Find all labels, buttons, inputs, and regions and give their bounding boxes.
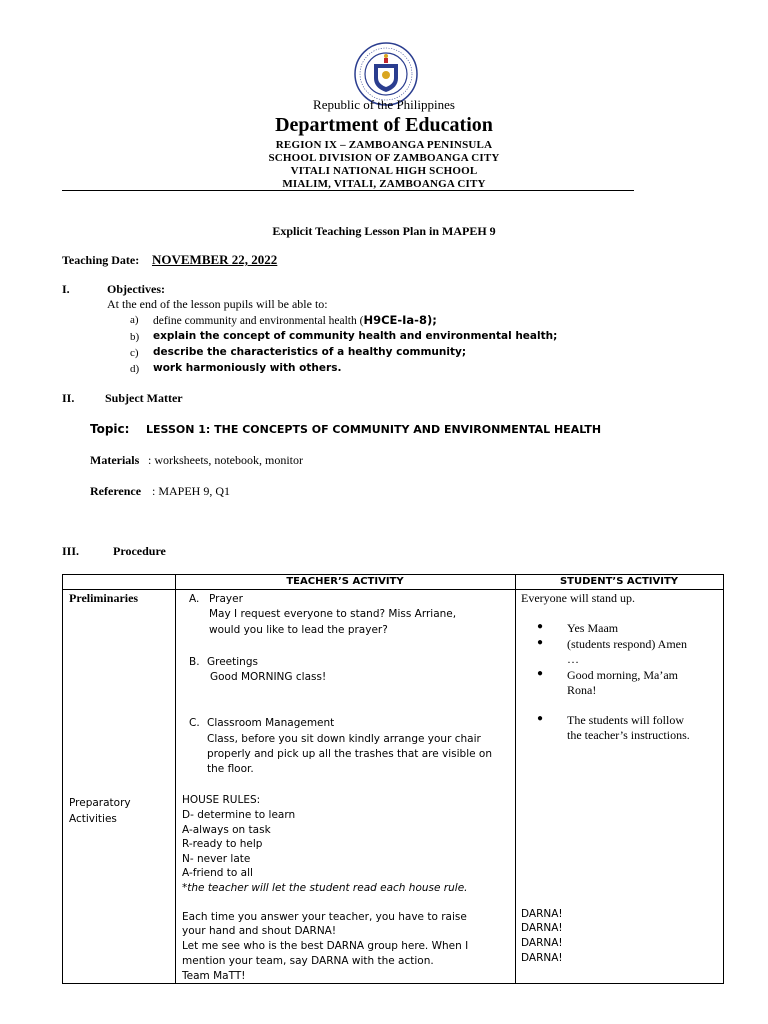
classroom-management-line-3: the floor. xyxy=(207,763,254,775)
topic-label: Topic: xyxy=(90,422,130,436)
header-divider xyxy=(62,190,634,191)
student-response-3-line-1: Good morning, Ma’am xyxy=(567,668,678,682)
classroom-management-title: Classroom Management xyxy=(207,717,335,729)
school-line: VITALI NATIONAL HIGH SCHOOL xyxy=(290,165,478,177)
darna-line-1: Each time you answer your teacher, you have to raise xyxy=(182,911,467,923)
procedure-table xyxy=(62,574,724,984)
house-rules-title: HOUSE RULES: xyxy=(182,794,261,806)
bullet-icon: ● xyxy=(537,621,544,632)
address-line: MIALIM, VITALI, ZAMBOANGA CITY xyxy=(282,178,486,190)
darna-response-1: DARNA! xyxy=(521,908,563,920)
column-divider xyxy=(515,575,516,983)
materials-value: : worksheets, notebook, monitor xyxy=(148,453,303,467)
lesson-plan-title: Explicit Teaching Lesson Plan in MAPEH 9 xyxy=(272,224,496,238)
prayer-line-1: May I request everyone to stand? Miss Arriane, xyxy=(209,608,457,620)
student-response-3-line-2: Rona! xyxy=(567,683,597,697)
bullet-icon: ● xyxy=(537,637,544,648)
prayer-title: Prayer xyxy=(209,593,243,605)
prayer-letter: A. xyxy=(189,593,200,605)
darna-response-4: DARNA! xyxy=(521,952,563,964)
column-divider xyxy=(175,575,176,983)
greetings-line: Good MORNING class! xyxy=(210,671,327,683)
objective-c-text: describe the characteristics of a healthy community; xyxy=(153,346,467,358)
prayer-line-2: would you like to lead the prayer? xyxy=(209,624,388,636)
student-activity-header: STUDENT’S ACTIVITY xyxy=(559,576,679,587)
classroom-management-line-2: properly and pick up all the trashes that are visible on xyxy=(207,748,493,760)
teaching-date-value: NOVEMBER 22, 2022 xyxy=(152,252,278,267)
house-rule-r: R-ready to help xyxy=(182,838,263,850)
student-stand-text: Everyone will stand up. xyxy=(521,591,635,605)
house-rule-n: N- never late xyxy=(182,853,251,865)
subject-matter-number: II. xyxy=(62,391,75,405)
greetings-title: Greetings xyxy=(207,656,258,668)
classroom-management-line-1: Class, before you sit down kindly arrange your chair xyxy=(207,733,481,745)
activities-label: Activities xyxy=(69,813,117,825)
student-response-4-line-2: the teacher’s instructions. xyxy=(567,728,690,742)
student-response-1: Yes Maam xyxy=(567,621,619,635)
student-response-4-line-1: The students will follow xyxy=(567,713,684,727)
republic-heading: Republic of the Philippines xyxy=(313,97,455,112)
header-row-divider xyxy=(63,589,723,590)
greetings-letter: B. xyxy=(189,656,200,668)
house-rule-a2: A-friend to all xyxy=(182,867,253,879)
bullet-icon: ● xyxy=(537,668,544,679)
objective-d-text: work harmoniously with others. xyxy=(153,362,342,374)
objective-b-text: explain the concept of community health and environmental health; xyxy=(153,330,558,342)
teacher-activity-header: TEACHER’S ACTIVITY xyxy=(286,576,404,587)
darna-line-3: Let me see who is the best DARNA group here. When I xyxy=(182,940,469,952)
house-rule-a: A-always on task xyxy=(182,824,271,836)
topic-value: LESSON 1: THE CONCEPTS OF COMMUNITY AND ENVIRONMENTAL HEALTH xyxy=(146,423,602,436)
objective-b-letter: b) xyxy=(130,331,140,343)
procedure-number: III. xyxy=(62,544,80,558)
subject-matter-title: Subject Matter xyxy=(105,391,183,405)
student-response-2: (students respond) Amen xyxy=(567,637,687,651)
darna-response-2: DARNA! xyxy=(521,922,563,934)
objective-a-letter: a) xyxy=(130,314,139,326)
region-line: REGION IX – ZAMBOANGA PENINSULA xyxy=(275,139,493,151)
house-rule-d: D- determine to learn xyxy=(182,809,296,821)
materials-label: Materials xyxy=(90,453,140,467)
darna-line-5: Team MaTT! xyxy=(182,970,246,982)
classroom-management-letter: C. xyxy=(189,717,200,729)
objectives-title: Objectives: xyxy=(107,282,165,296)
preparatory-label: Preparatory xyxy=(69,797,131,809)
objectives-intro: At the end of the lesson pupils will be able to: xyxy=(107,297,328,311)
darna-line-4: mention your team, say DARNA with the action. xyxy=(182,955,434,967)
objectives-number: I. xyxy=(62,282,70,296)
bullet-icon: ● xyxy=(537,713,544,724)
objective-a-text: define community and environmental health (H9CE-Ia-8); xyxy=(153,313,437,327)
house-rules-note: *the teacher will let the student read each house rule. xyxy=(182,882,468,894)
darna-line-2: your hand and shout DARNA! xyxy=(182,925,337,937)
reference-value: : MAPEH 9, Q1 xyxy=(152,484,231,498)
darna-response-3: DARNA! xyxy=(521,937,563,949)
objective-d-letter: d) xyxy=(130,363,140,375)
student-response-2-ellipsis: … xyxy=(567,652,579,666)
division-line: SCHOOL DIVISION OF ZAMBOANGA CITY xyxy=(268,152,500,164)
reference-label: Reference xyxy=(90,484,142,498)
department-heading: Department of Education xyxy=(275,114,493,136)
objective-c-letter: c) xyxy=(130,347,139,359)
procedure-title: Procedure xyxy=(113,544,166,558)
preliminaries-label: Preliminaries xyxy=(69,591,139,605)
teaching-date-label: Teaching Date: xyxy=(62,253,140,267)
